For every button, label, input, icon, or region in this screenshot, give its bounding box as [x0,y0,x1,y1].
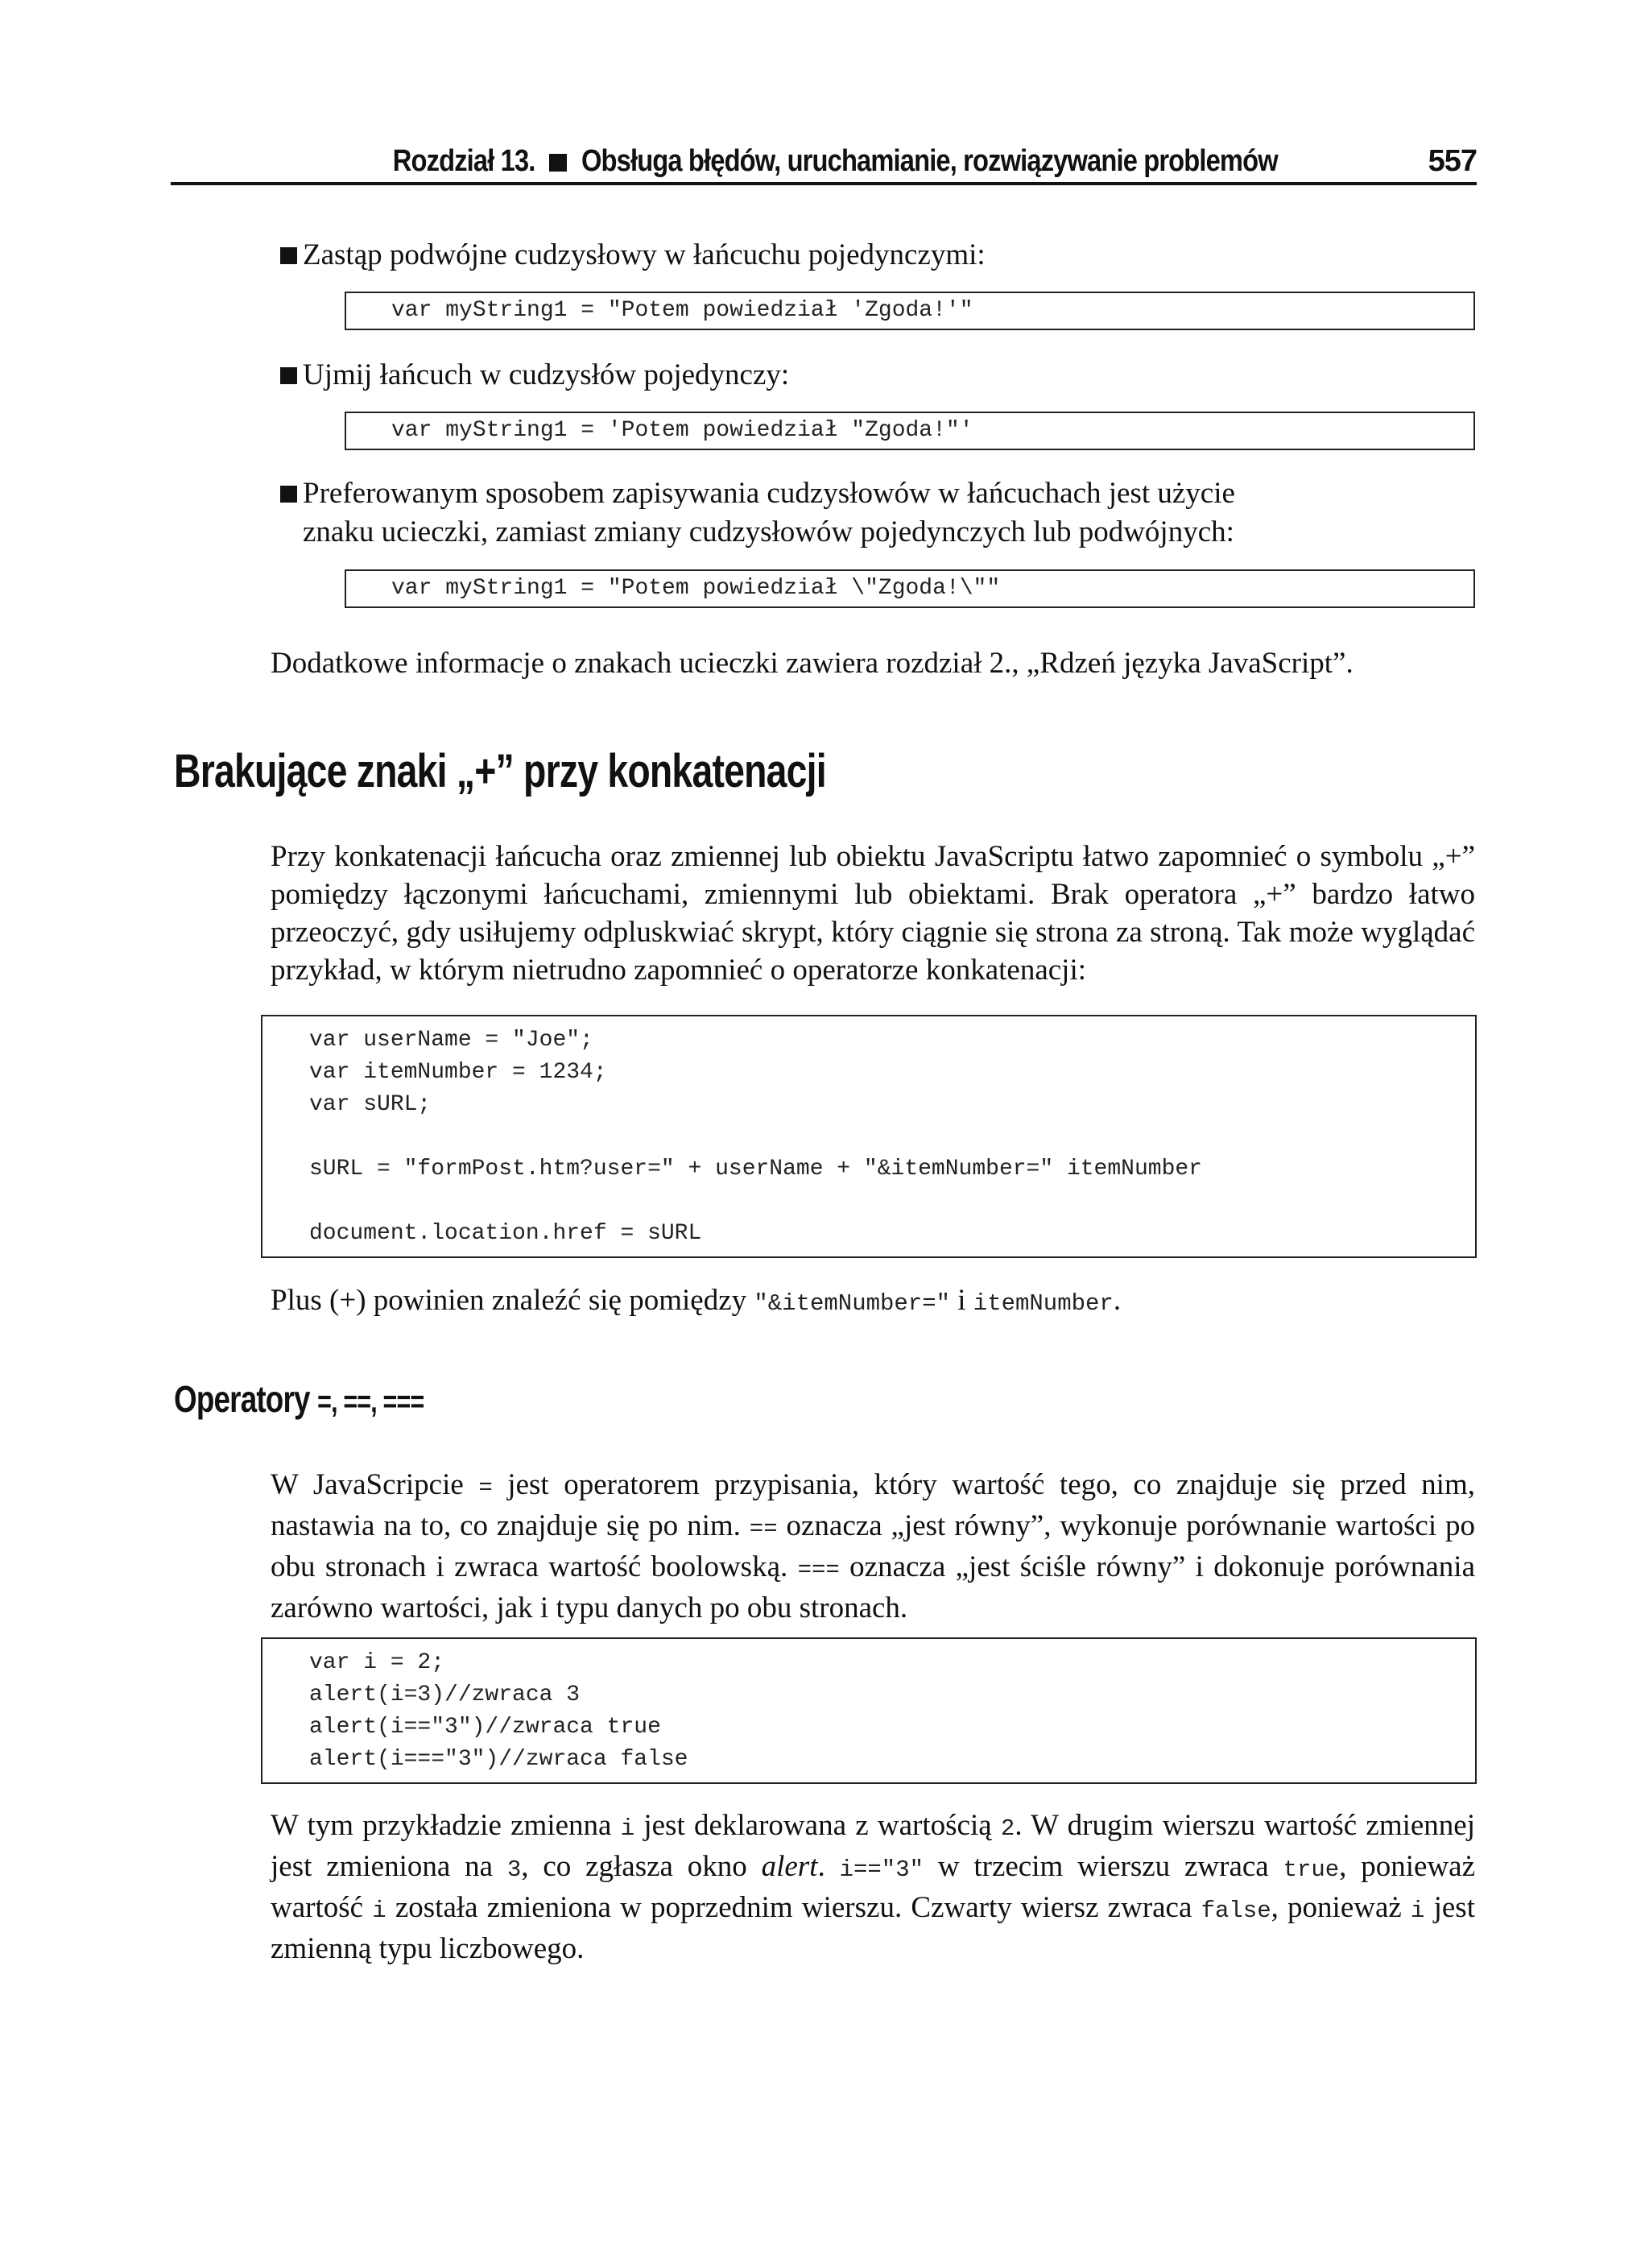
paragraph-text: . W drugim wierszu wartość zmiennej jest zmieniona na [271,1809,1476,1883]
header-square-icon [549,154,567,172]
bullet-square-icon [280,247,297,264]
header-chapter: Rozdział 13. [392,144,535,178]
bullet-item [303,356,789,395]
operators-paragraph [271,1466,1475,1627]
section-heading [174,1377,424,1421]
inline-code: === [797,1557,840,1583]
code-line: alert(i==="3")//zwraca false [309,1747,688,1772]
inline-code: 2 [1000,1815,1015,1842]
paragraph-text: w trzecim wierszu zwraca [924,1850,1283,1883]
section-heading: Brakujące znaki „+” przy konkatenacji [174,745,826,797]
code-box: var myString1 = "Potem powiedział \"Zgoda!\"" [345,569,1475,608]
inline-code: i=="3" [839,1856,924,1883]
paragraph-text: W JavaScripcie [271,1468,479,1501]
code-line: var userName = "Joe"; [309,1028,593,1053]
inline-code: == [749,1516,778,1542]
code-line: var sURL; [309,1092,432,1117]
header-title: Obsługa błędów, uruchamianie, rozwiązywanie problemów [581,144,1278,178]
paragraph-text: jest zmienną typu liczbowego. [271,1891,1475,1965]
note-text: Plus (+) powinien znaleźć się pomiędzy [271,1284,754,1317]
code-box: var myString1 = 'Potem powiedział "Zgoda!"' [345,412,1475,450]
paragraph-text: jest deklarowana z wartością [634,1809,1001,1842]
note-text: i [950,1284,973,1317]
paragraph-text: , ponieważ wartość [271,1850,1476,1924]
paragraph-text: . [817,1850,840,1883]
bullet-text: Ujmij łańcuch w cudzysłów pojedynczy: [303,358,790,391]
paragraph-text: została zmieniona w poprzednim wierszu. Czwarty wiersz zwraca [386,1891,1201,1924]
explanation-paragraph [271,1807,1475,1968]
inline-code: false [1201,1898,1271,1924]
code-listing [261,1015,1477,1258]
paragraph-text: jest operatorem przypisania, który wartość tego, co znajduje się przed nim, nastawia na to, co znajduje się po nim. [271,1468,1475,1542]
paragraph-text: oznacza „jest ściśle równy” i dokonuje porównania zarówno wartości, jak i typu danych po obu stronach. [271,1550,1475,1624]
paragraph-text: , co zgłasza okno [521,1850,762,1883]
code-box: var myString1 = "Potem powiedział 'Zgoda!'" [345,292,1475,330]
bullet-text-line: Preferowanym sposobem zapisywania cudzysłowów w łańcuchach jest użycie [303,477,1235,510]
bullet-text: Zastąp podwójne cudzysłowy w łańcuchu pojedynczymi: [303,238,986,271]
italic-term: alert [761,1850,818,1883]
inline-code: i [1411,1898,1425,1924]
code-line: alert(i=3)//zwraca 3 [309,1682,581,1707]
code-line [309,1121,1475,1153]
bullet-item [303,236,986,275]
inline-code: i [620,1815,635,1842]
bullet-square-icon [280,486,297,503]
concatenation-note [271,1281,1475,1322]
inline-code: "&itemNumber=" [754,1290,951,1317]
escape-info-paragraph: Dodatkowe informacje o znakach ucieczki zawiera rozdział 2., „Rdzeń języka JavaScript”. [271,647,1354,680]
code-line: document.location.href = sURL [309,1221,702,1246]
code-line: sURL = "formPost.htm?user=" + userName + "&itemNumber=" itemNumber [309,1157,1202,1182]
bullet-square-icon [280,367,297,384]
code-line [309,1186,1475,1218]
concatenation-paragraph: Przy konkatenacji łańcucha oraz zmiennej lub obiektu JavaScriptu łatwo zapomnieć o symbolu „+” pomiędzy łączonymi łańcuchami, zmiennymi lub obiektami. Brak operatora „+” bardzo łatwo przeoczyć, gdy usiłujemy odpluskwiać skrypt, który ciągnie się strona za stroną. Tak może wyglądać przykład, w którym nietrudno zapomnieć o operatorze konkatenacji: [271,840,1475,987]
inline-code: = [478,1475,493,1501]
bullet-item [303,474,1235,552]
code-line: var itemNumber = 1234; [309,1060,607,1085]
inline-code: true [1283,1856,1340,1883]
paragraph-text: oznacza „jest równy”, wykonuje porównanie wartości po obu stronach i zwraca wartość boolowską. [271,1509,1476,1583]
running-header [171,132,1477,185]
inline-code: itemNumber [973,1290,1114,1317]
section-heading-operators: =, ==, === [317,1385,424,1419]
section-heading-word: Operatory [174,1378,310,1420]
paragraph-text: , ponieważ [1271,1891,1411,1924]
code-listing [261,1637,1477,1784]
inline-code: 3 [506,1856,522,1883]
paragraph-text: W tym przykładzie zmienna [271,1809,621,1842]
inline-code: i [372,1898,386,1924]
code-line: var i = 2; [309,1650,445,1675]
code-line: alert(i=="3")//zwraca true [309,1715,661,1740]
bullet-text-line: znaku ucieczki, zamiast zmiany cudzysłowów pojedynczych lub podwójnych: [303,515,1234,548]
page-number: 557 [1428,144,1477,178]
note-text: . [1113,1284,1122,1317]
